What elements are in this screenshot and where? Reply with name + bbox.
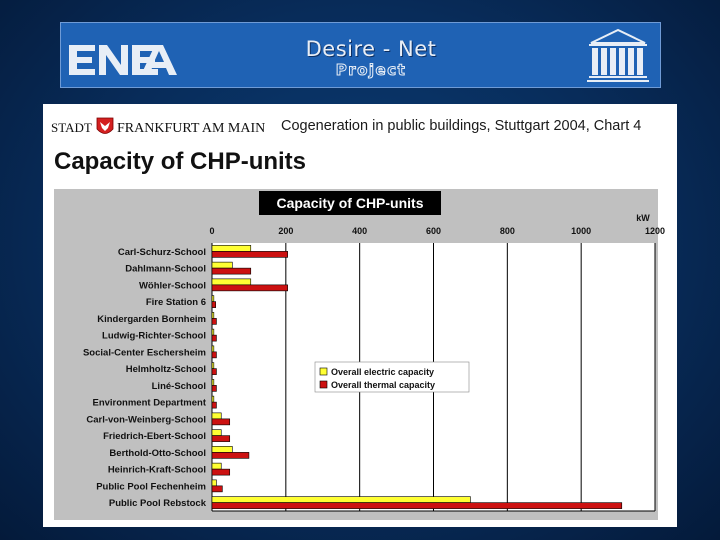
bar-electric <box>212 363 214 369</box>
bar-thermal <box>212 452 249 458</box>
category-label: Heinrich-Kraft-School <box>107 464 206 476</box>
banner-title: Desire - Net <box>305 37 437 61</box>
category-label: Liné-School <box>151 380 206 392</box>
bar-thermal <box>212 369 216 375</box>
bar-thermal <box>212 503 622 509</box>
header-row <box>43 116 677 138</box>
frankfurt-city-logo <box>51 116 276 138</box>
unesco-logo-icon <box>583 27 653 85</box>
category-label: Wöhler-School <box>138 280 206 292</box>
bar-electric <box>212 497 470 503</box>
legend-swatch <box>320 381 327 388</box>
chart-svg <box>54 189 666 520</box>
x-tick-label: 400 <box>352 226 368 236</box>
category-label: Carl-von-Weinberg-School <box>86 414 206 426</box>
eagle-crest-icon <box>97 118 113 134</box>
category-label: Berthold-Otto-School <box>109 447 206 459</box>
legend-swatch <box>320 368 327 375</box>
banner-subtitle: Project <box>335 61 407 79</box>
bar-electric <box>212 245 251 251</box>
enea-logo <box>67 43 177 77</box>
bar-electric <box>212 446 232 452</box>
category-label: Dahlmann-School <box>125 263 206 275</box>
x-tick-label: 200 <box>278 226 294 236</box>
category-label: Social-Center Eschersheim <box>82 347 206 359</box>
page-title: Capacity of CHP-units <box>54 148 307 175</box>
bar-thermal <box>212 352 216 358</box>
project-banner <box>60 22 661 88</box>
bar-electric <box>212 312 214 318</box>
bar-thermal <box>212 402 216 408</box>
category-label: Fire Station 6 <box>145 297 206 309</box>
chart-title: Capacity of CHP-units <box>276 195 424 211</box>
bar-electric <box>212 279 251 285</box>
category-label: Public Pool Rebstock <box>108 498 206 510</box>
category-label: Carl-Schurz-School <box>117 246 206 258</box>
bar-electric <box>212 463 221 469</box>
bar-electric <box>212 329 214 335</box>
x-tick-label: 0 <box>209 226 215 236</box>
bar-electric <box>212 413 221 419</box>
category-label: Friedrich-Ebert-School <box>103 431 206 443</box>
header-note: Cogeneration in public buildings, Stuttgart 2004, Chart 4 <box>281 118 642 134</box>
category-label: Public Pool Fechenheim <box>96 481 206 493</box>
chart-area <box>54 189 666 520</box>
x-tick-label: 1000 <box>571 226 592 236</box>
bar-electric <box>212 396 214 402</box>
bar-thermal <box>212 318 216 324</box>
bar-thermal <box>212 385 216 391</box>
category-label: Helmholtz-School <box>125 364 206 376</box>
bar-electric <box>212 346 214 352</box>
category-label: Environment Department <box>92 397 206 409</box>
category-label: Ludwig-Richter-School <box>102 330 206 342</box>
x-tick-label: 600 <box>425 226 442 236</box>
city-logo-text-stadt: STADT <box>51 120 92 135</box>
bar-thermal <box>212 436 230 442</box>
category-label: Kindergarden Bornheim <box>97 313 206 325</box>
bar-thermal <box>212 251 288 257</box>
bar-thermal <box>212 419 230 425</box>
legend-label: Overall electric capacity <box>331 367 435 377</box>
bar-thermal <box>212 486 222 492</box>
bar-electric <box>212 379 214 385</box>
legend-label: Overall thermal capacity <box>331 380 436 390</box>
x-tick-label: 1200 <box>644 226 666 236</box>
bar-thermal <box>212 302 216 308</box>
bar-electric <box>212 262 232 268</box>
bar-thermal <box>212 469 230 475</box>
city-logo-text-frankfurt: FRANKFURT AM MAIN <box>117 121 266 136</box>
x-tick-label: 800 <box>499 226 515 236</box>
bar-electric <box>212 296 214 302</box>
bar-thermal <box>212 285 288 291</box>
bar-electric <box>212 430 221 436</box>
unit-label: kW <box>636 213 650 223</box>
bar-thermal <box>212 335 216 341</box>
bar-electric <box>212 480 216 486</box>
slide-panel <box>43 104 677 527</box>
bar-thermal <box>212 268 251 274</box>
